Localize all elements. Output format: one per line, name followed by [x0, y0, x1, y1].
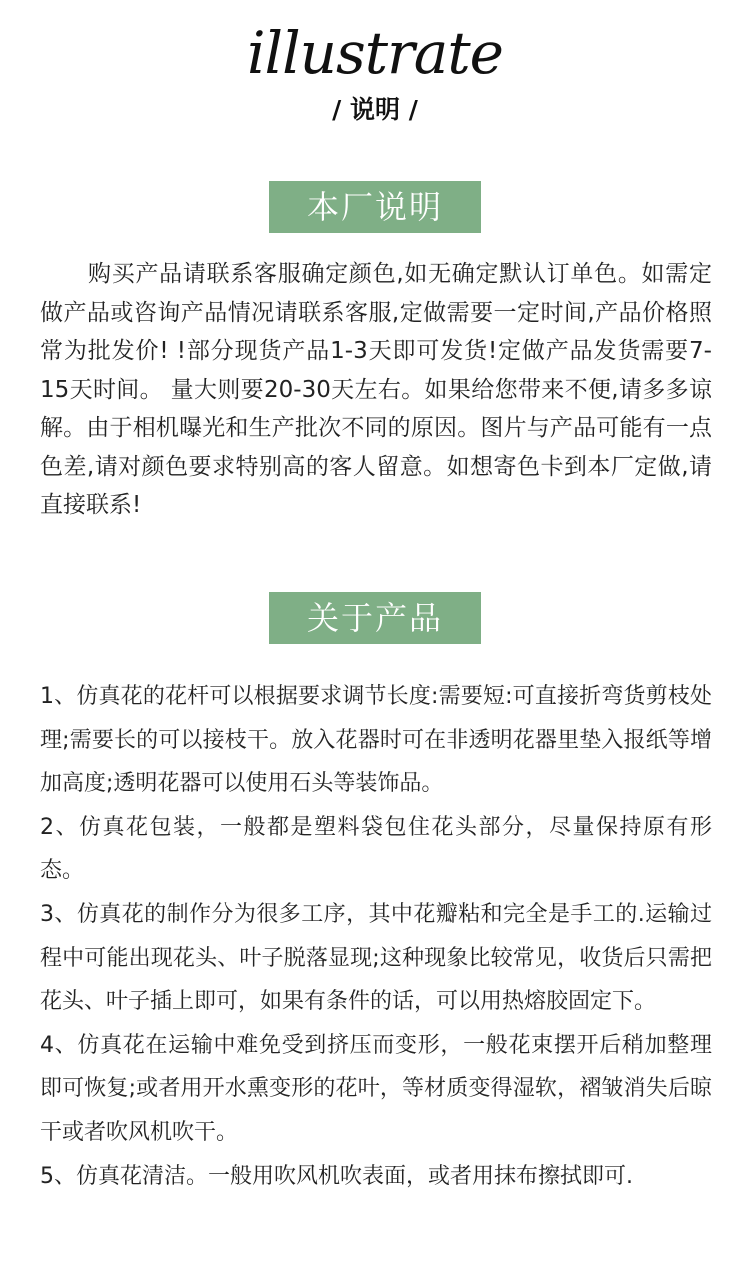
list-item: 3、仿真花的制作分为很多工序，其中花瓣粘和完全是手工的.运输过程中可能出现花头、叶子脱落显现;这种现象比较常见，收货后只需把花头、叶子插上即可，如果有条件的话，可以用热熔胶固定下。: [40, 901, 712, 1015]
section-title-factory: 本厂说明: [269, 181, 481, 233]
list-item: 2、仿真花包装，一般都是塑料袋包住花头部分，尽量保持原有形态。: [40, 814, 712, 884]
header-subtitle: / 说明 /: [332, 95, 418, 124]
product-notes-list: [40, 675, 712, 1198]
list-item: 5、仿真花清洁。一般用吹风机吹表面，或者用抹布擦拭即可.: [40, 1163, 633, 1189]
list-item: 4、仿真花在运输中难免受到挤压而变形，一般花束摆开后稍加整理即可恢复;或者用开水熏变形的花叶，等材质变得湿软，褶皱消失后晾干或者吹风机吹干。: [40, 1032, 712, 1145]
header-script-title: illustrate: [246, 19, 503, 87]
factory-note-paragraph: 购买产品请联系客服确定颜色,如无确定默认订单色。如需定做产品或咨询产品情况请联系客服,定做需要一定时间,产品价格照常为批发价! !部分现货产品1-3天即可发货!定做产品发货需要7-15天时间。 量大则要20-30天左右。如果给您带来不便,请多多谅解。由于相机曝光和生产批次不同的原因。图片与产品可能有一点色差,请对颜色要求特别高的客人留意。如想寄色卡到本厂定做,请直接联系!: [40, 261, 712, 518]
section-title-product: 关于产品: [269, 592, 481, 644]
list-item: 1、仿真花的花杆可以根据要求调节长度:需要短:可直接折弯货剪枝处理;需要长的可以接枝干。放入花器时可在非透明花器里垫入报纸等增加高度;透明花器可以使用石头等装饰品。: [40, 684, 712, 797]
